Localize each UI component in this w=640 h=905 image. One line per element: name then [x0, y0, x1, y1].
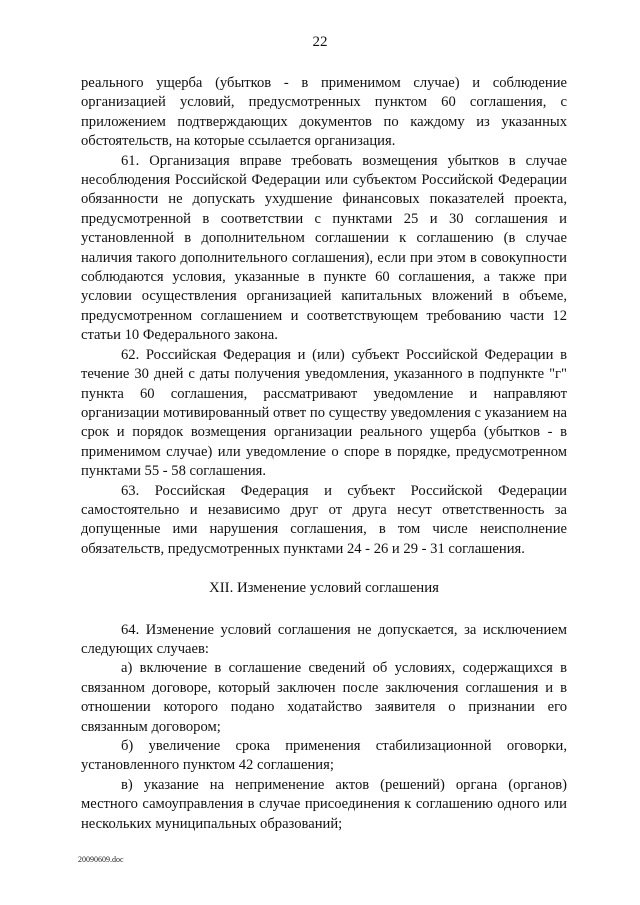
document-body — [81, 74, 567, 834]
paragraph-62: 62. Российская Федерация и (или) субъект Российской Федерации в течение 30 дней с даты получения уведомления, указанного в подпункте "г" пункта 60 соглашения, рассматривают уведомление и направляют организации мотивированный ответ по существу уведомления с указанием на срок и порядок возмещения организации реального ущерба (убытков - в применимом случае) или уведомление о споре в порядке, предусмотренном пунктами 55 - 58 соглашения. — [81, 346, 567, 480]
footer-filename: 20090609.doc — [78, 855, 124, 864]
section-heading: XII. Изменение условий соглашения — [209, 580, 439, 597]
paragraph-61: 61. Организация вправе требовать возмещения убытков в случае несоблюдения Российской Федерации или субъектом Российской Федерации обязанности не допускать ухудшение финансовых показателей проекта, предусмотренной в соответствии с пунктами 25 и 30 соглашения и установленной в дополнительном соглашении к соглашению (в случае наличия такого дополнительного соглашения), если при этом в совокупности соблюдаются условия, указанные в пункте 60 соглашения, а также при условии осуществления организацией капитальных вложений в объеме, предусмотренном соглашением и соответствующем требованию части 12 статьи 10 Федерального закона. — [81, 152, 567, 344]
paragraph-63: 63. Российская Федерация и субъект Российской Федерации самостоятельно и независимо друг от друга несут ответственность за допущенные ими нарушения соглашения, в том числе неисполнение обязательств, предусмотренных пунктами 24 - 26 и 29 - 31 соглашения. — [81, 482, 567, 557]
page-number: 22 — [312, 34, 328, 50]
paragraph-continuation: реального ущерба (убытков - в применимом случае) и соблюдение организацией условий, предусмотренных пунктом 60 соглашения, с приложением подтверждающих документов по каждому из указанных обстоятельств, на которые ссылается организация. — [81, 75, 567, 150]
paragraph-64-a: а) включение в соглашение сведений об условиях, содержащихся в связанном договоре, который заключен после заключения соглашения и в отношении которого подано ходатайство заявителя о признании его связанным договором; — [81, 660, 567, 735]
paragraph-64-b: б) увеличение срока применения стабилизационной оговорки, установленного пунктом 42 соглашения; — [81, 738, 567, 774]
paragraph-64: 64. Изменение условий соглашения не допускается, за исключением следующих случаев: — [81, 621, 567, 657]
paragraph-64-v: в) указание на неприменение актов (решений) органа (органов) местного самоуправления в случае присоединения к соглашению одного или нескольких муниципальных образований; — [81, 776, 567, 832]
